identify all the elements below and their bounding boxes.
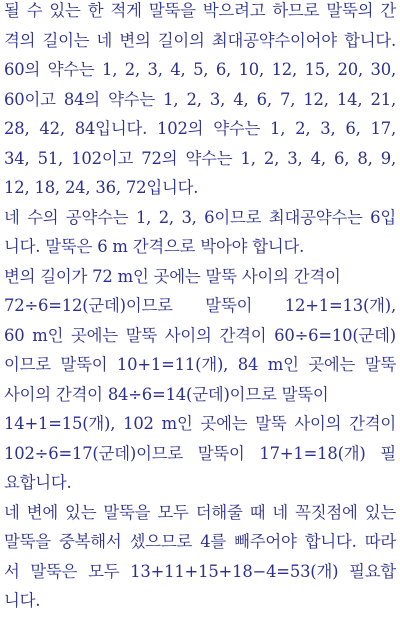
solution-line: 사이의 간격이 84÷6=14(군데)이므로 말뚝이 bbox=[4, 384, 329, 404]
solution-line: 니다. bbox=[4, 591, 41, 610]
solution-line: 60 m인 곳에는 말뚝 사이의 간격이 60÷6=10(군데) bbox=[4, 325, 396, 345]
solution-line: 34, 51, 102이고 72의 약수는 1, 2, 3, 4, 6, 8, 9, bbox=[4, 148, 396, 168]
solution-line: 될 수 있는 한 적게 말뚝을 박으려고 하므로 말뚝의 간 bbox=[4, 1, 396, 20]
solution-line: 60이고 84의 약수는 1, 2, 3, 4, 6, 7, 12, 14, 21, bbox=[4, 89, 396, 109]
solution-line: 네 변에 있는 말뚝을 모두 더해줄 때 네 꼭짓점에 있는 bbox=[4, 502, 396, 522]
solution-line: 변의 길이가 72 m인 곳에는 말뚝 사이의 간격이 bbox=[4, 266, 341, 286]
solution-line: 60의 약수는 1, 2, 3, 4, 5, 6, 10, 12, 15, 20, 30, bbox=[4, 60, 396, 79]
solution-line: 12, 18, 24, 36, 72입니다. bbox=[4, 178, 199, 197]
solution-text bbox=[4, 0, 396, 616]
solution-line: 72÷6=12(군데)이므로 말뚝이 12+1=13(개), bbox=[4, 296, 396, 315]
solution-line: 서 말뚝은 모두 13+11+15+18−4=53(개) 필요합 bbox=[4, 561, 396, 581]
solution-line: 격의 길이는 네 변의 길이의 최대공약수이어야 합니다. bbox=[4, 30, 396, 50]
solution-line: 요합니다. bbox=[4, 473, 72, 492]
solution-line: 말뚝을 중복해서 셌으므로 4를 빼주어야 합니다. 따라 bbox=[4, 532, 396, 551]
solution-line: 28, 42, 84입니다. 102의 약수는 1, 2, 3, 6, 17, bbox=[4, 119, 396, 138]
solution-line: 14+1=15(개), 102 m인 곳에는 말뚝 사이의 간격이 bbox=[4, 414, 396, 433]
solution-line: 102÷6=17(군데)이므로 말뚝이 17+1=18(개) 필 bbox=[4, 443, 396, 463]
solution-line: 네 수의 공약수는 1, 2, 3, 6이므로 최대공약수는 6입 bbox=[4, 207, 396, 227]
solution-line: 니다. 말뚝은 6 m 간격으로 박아야 합니다. bbox=[4, 237, 305, 256]
solution-line: 이므로 말뚝이 10+1=11(개), 84 m인 곳에는 말뚝 bbox=[4, 355, 396, 374]
